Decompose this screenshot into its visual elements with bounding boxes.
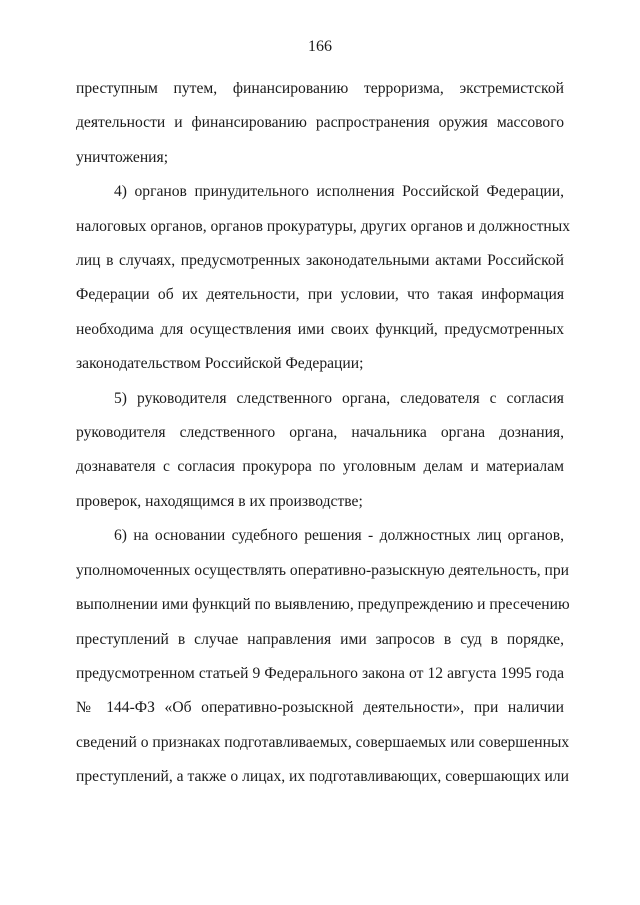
body-text bbox=[76, 72, 571, 795]
text-line: уничтожения; bbox=[76, 148, 169, 166]
paragraph-item-6 bbox=[76, 519, 570, 794]
page-number: 166 bbox=[308, 38, 332, 55]
text-line: налоговых органов, органов прокуратуры, других органов и должностных bbox=[76, 217, 571, 235]
text-line: проверок, находящимся в их производстве; bbox=[76, 492, 363, 510]
text-line: законодательством Российской Федерации; bbox=[76, 355, 364, 373]
text-line: преступлений в случае направления ими запросов в суд в порядке, bbox=[76, 630, 564, 648]
text-line: Федерации об их деятельности, при условии, что такая информация bbox=[76, 286, 564, 304]
text-line: выполнении ими функций по выявлению, предупреждению и пресечению bbox=[76, 596, 570, 614]
text-line: предусмотренном статьей 9 Федерального закона от 12 августа 1995 года bbox=[76, 664, 564, 682]
text-line: руководителя следственного органа, начальника органа дознания, bbox=[76, 424, 564, 442]
text-line: № 144-ФЗ «Об оперативно-розыскной деятельности», при наличии bbox=[76, 699, 564, 717]
text-line: деятельности и финансированию распространения оружия массового bbox=[76, 114, 564, 132]
text-line: лиц в случаях, предусмотренных законодательными актами Российской bbox=[76, 252, 564, 270]
paragraph-continuation bbox=[76, 72, 564, 175]
text-line: сведений о признаках подготавливаемых, совершаемых или совершенных bbox=[76, 733, 570, 751]
text-line: дознавателя с согласия прокурора по уголовным делам и материалам bbox=[76, 458, 564, 476]
text-line: 4) органов принудительного исполнения Российской Федерации, bbox=[114, 183, 564, 201]
paragraph-item-5 bbox=[76, 382, 564, 520]
text-line: преступлений, а также о лицах, их подготавливающих, совершающих или bbox=[76, 768, 570, 786]
text-line: уполномоченных осуществлять оперативно-разыскную деятельность, при bbox=[76, 561, 570, 579]
text-line: необходима для осуществления ими своих функций, предусмотренных bbox=[76, 320, 564, 338]
paragraph-item-4 bbox=[76, 175, 571, 381]
text-line: 5) руководителя следственного органа, следователя с согласия bbox=[114, 389, 564, 407]
text-line: 6) на основании судебного решения - должностных лиц органов, bbox=[114, 527, 564, 545]
text-line: преступным путем, финансированию терроризма, экстремистской bbox=[76, 80, 564, 97]
